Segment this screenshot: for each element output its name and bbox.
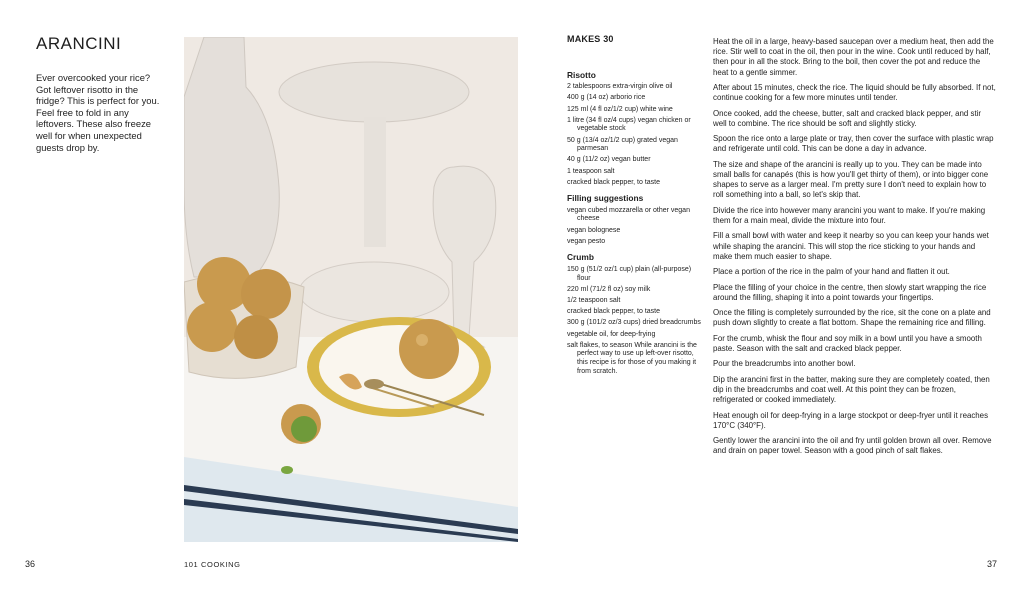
ingredient-item: vegan cubed mozzarella or other vegan cheese [567, 206, 690, 223]
method-step: Once the filling is completely surrounded by the rice, sit the cone on a plate and push down slightly to create a flat bottom. Shape the remaining rice and filling. [713, 308, 991, 328]
ingredient-item: 50 g (13/4 oz/1/2 cup) grated vegan parmesan [567, 136, 678, 153]
recipe-intro: Ever overcooked your rice? Got leftover risotto in the fridge? This is perfect for you. Feel free to fold in any leftovers. These also freeze well for when unexpected guests drop by. [36, 72, 160, 153]
method-step: Fill a small bowl with water and keep it nearby so you can keep your hands wet while shaping the arancini. This will stop the rice sticking to your hands and make them much easier to shape. [713, 231, 989, 261]
ingredient-item: 125 ml (4 fl oz/1/2 cup) white wine [567, 105, 673, 113]
ingredient-item: 40 g (11/2 oz) vegan butter [567, 156, 651, 164]
ingredient-item: cracked black pepper, to taste [567, 308, 660, 316]
ingredient-item: cracked black pepper, to taste [567, 178, 660, 186]
ingredient-item: vegetable oil, for deep-frying [567, 330, 656, 338]
method-step: Dip the arancini first in the batter, making sure they are completely coated, then dip in the breadcrumbs and coat well. At this point they can be frozen, refrigerated or cooked immediately. [713, 374, 990, 405]
method-step: Once cooked, add the cheese, butter, salt and cracked black pepper, and stir well to combine. The rice should be soft and slightly sticky. [713, 108, 982, 128]
section-heading-risotto: Risotto [567, 69, 596, 80]
ingredient-item: 150 g (51/2 oz/1 cup) plain (all-purpose) flour [567, 266, 692, 282]
ingredient-item: 1 litre (34 fl oz/4 cups) vegan chicken or vegetable stock [567, 116, 691, 133]
ingredient-item: 1/2 teaspoon salt [567, 297, 621, 304]
ingredient-list-risotto [567, 83, 703, 187]
ingredient-list-filling [567, 207, 703, 247]
section-heading-filling: Filling suggestions [567, 193, 644, 204]
ingredient-item: 300 g (101/2 oz/3 cups) dried breadcrumbs [567, 319, 701, 327]
method-step: Gently lower the arancini into the oil and fry until golden brown all over. Remove and drain on paper towel. Season with a good pinch of salt flakes. [713, 436, 992, 456]
method-step: The size and shape of the arancini is really up to you. They can be made into small balls for canapés (this is how you'll get thirty of them), or into bigger cone shapes to serve as a larger meal. I'm pretty sure I don't need to explain how to roll something into a ball, so let's skip that. [713, 159, 989, 200]
ingredient-item: salt flakes, to season While arancini is the perfect way to use up left-over risotto, this recipe is for those of you making it from scratch. [567, 341, 697, 375]
method-step: Place a portion of the rice in the palm of your hand and flatten it out. [713, 267, 950, 277]
method-step: Place the filling of your choice in the centre, then slowly start wrapping the rice around the filling, shaping it into a point towards your fingertips. [713, 282, 987, 302]
method-step: Divide the rice into however many arancini you want to make. If you're making them for a main meal, divide the mixture into four. [713, 205, 986, 225]
ingredients-column [567, 35, 703, 383]
section-heading-crumb: Crumb [567, 252, 594, 263]
food-photo [184, 37, 518, 542]
method-step: Pour the breadcrumbs into another bowl. [713, 359, 856, 369]
method-step: Heat enough oil for deep-frying in a large stockpot or deep-fryer until it reaches 170°C (340°F). [713, 410, 989, 430]
method-step: After about 15 minutes, check the rice. The liquid should be fully absorbed. If not, continue cooking for a few more minutes until tender. [713, 83, 996, 103]
yield-label: MAKES 30 [567, 34, 614, 44]
ingredient-item: 2 tablespoons extra-virgin olive oil [567, 83, 673, 91]
ingredient-item: vegan bolognese [567, 226, 621, 234]
page-number-right: 37 [987, 559, 998, 569]
page-number-left: 36 [25, 559, 36, 569]
method-column [713, 37, 996, 462]
ingredient-item: 400 g (14 oz) arborio rice [567, 94, 646, 102]
ingredient-item: 220 ml (71/2 fl oz) soy milk [567, 285, 651, 293]
ingredient-item: 1 teaspoon salt [567, 167, 615, 175]
method-step: For the crumb, whisk the flour and soy milk in a bowl until you have a smooth paste. Season with the salt and cracked black pepper. [713, 333, 982, 353]
method-step: Spoon the rice onto a large plate or tray, then cover the surface with plastic wrap and refrigerate until cold. This can be done a day in advance. [713, 134, 994, 154]
recipe-title: ARANCINI [36, 34, 122, 53]
ingredient-list-crumb [567, 266, 703, 376]
ingredient-item: vegan pesto [567, 237, 606, 245]
running-head: 101 COOKING [184, 560, 241, 569]
method-step: Heat the oil in a large, heavy-based saucepan over a medium heat, then add the rice. Stir well to coat in the oil, then pour in the wine. Cook until reduced by half, then pour in all the stock. Bring to the boil, then cover the pot and reduce the heat to a gentle simmer. [713, 37, 994, 77]
